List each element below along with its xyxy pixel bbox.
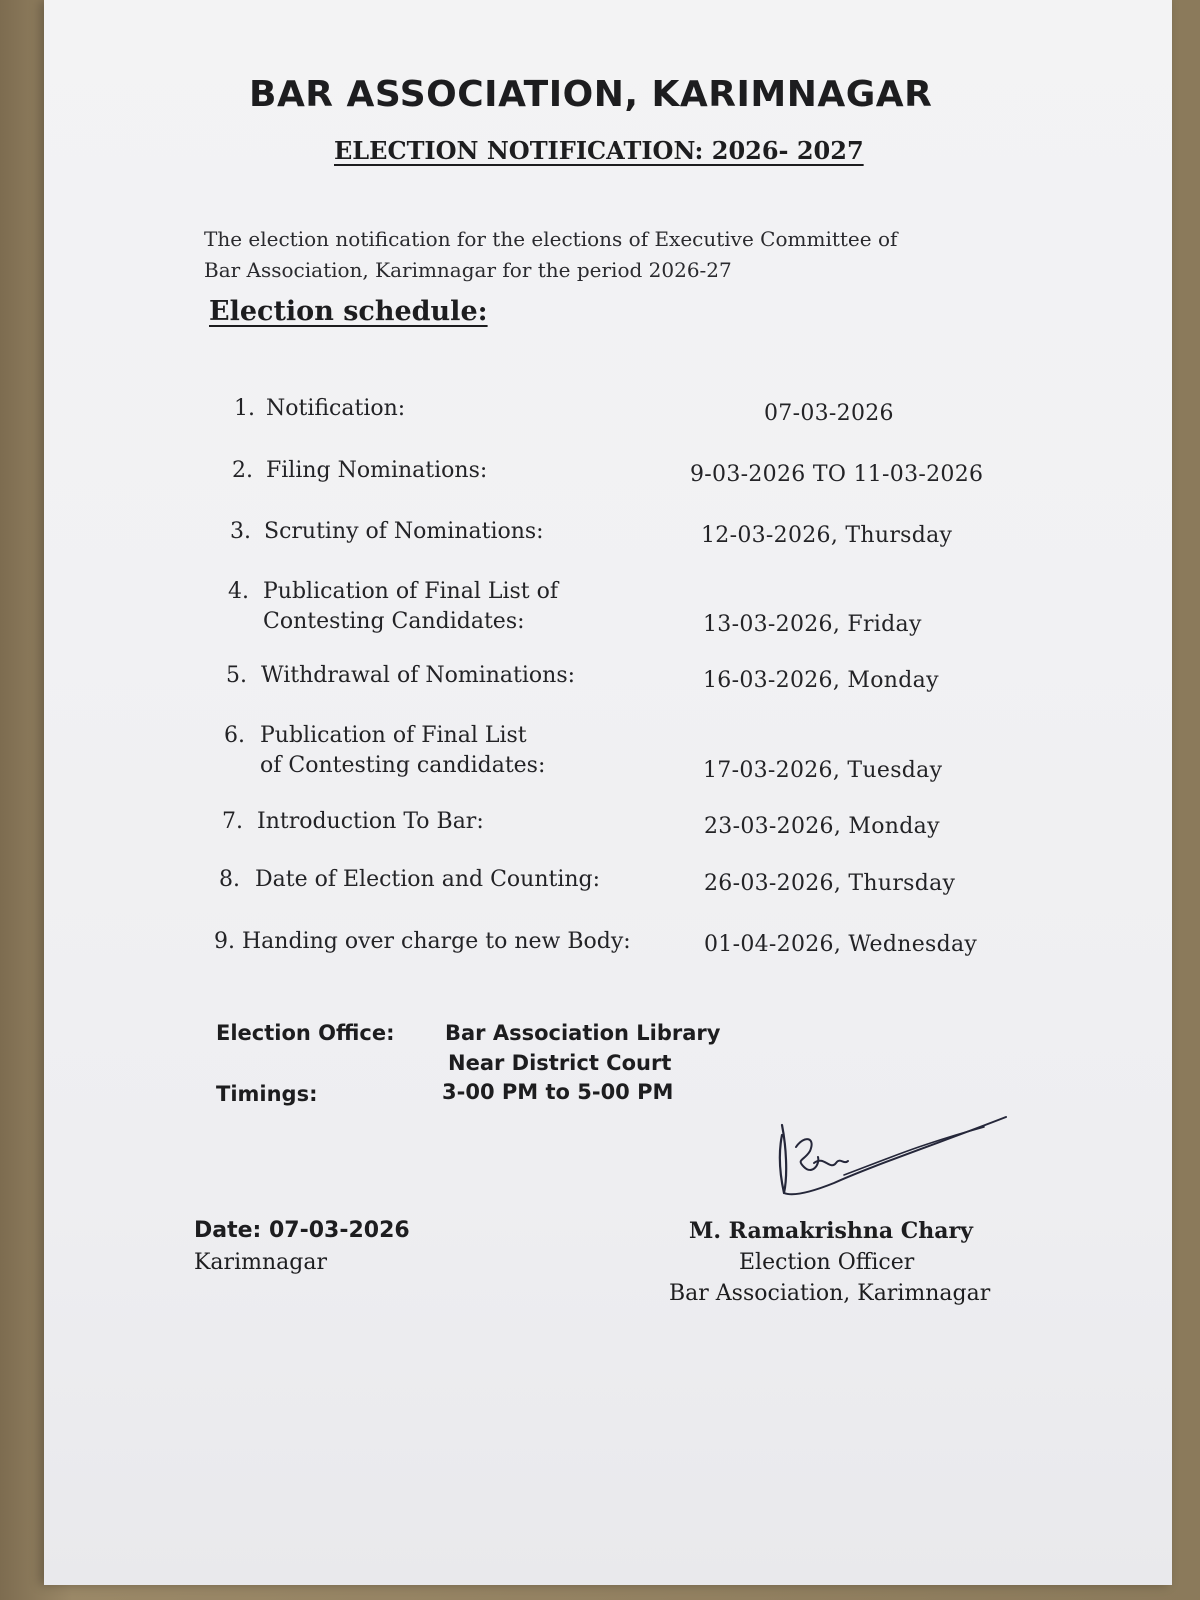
signer-name: M. Ramakrishna Chary [689, 1218, 973, 1244]
item-date: 01-04-2026, Wednesday [704, 932, 978, 957]
item-label-continued: Contesting Candidates: [263, 609, 525, 634]
notification-subtitle: ELECTION NOTIFICATION: 2026- 2027 [334, 136, 864, 165]
item-number: 5. [226, 663, 247, 688]
item-number: 4. [228, 579, 249, 604]
item-date: 23-03-2026, Monday [704, 814, 940, 839]
item-date: 26-03-2026, Thursday [704, 871, 956, 896]
item-label: Withdrawal of Nominations: [261, 663, 576, 688]
intro-line-2: Bar Association, Karimnagar for the period 2026-27 [204, 258, 732, 282]
signer-role: Election Officer [739, 1250, 915, 1275]
item-label: Scrutiny of Nominations: [264, 519, 544, 544]
item-date: 13-03-2026, Friday [703, 612, 922, 637]
signer-organization: Bar Association, Karimnagar [669, 1281, 991, 1306]
item-date: 16-03-2026, Monday [703, 668, 939, 693]
item-label: Handing over charge to new Body: [242, 929, 631, 954]
timings-value: 3-00 PM to 5-00 PM [442, 1080, 674, 1104]
item-number: 3. [230, 519, 251, 544]
item-number: 2. [232, 458, 253, 483]
item-label: Publication of Final List of [263, 579, 559, 604]
intro-line-1: The election notification for the elections of Executive Committee of [204, 227, 898, 251]
notice-place: Karimnagar [194, 1250, 327, 1275]
notice-date: Date: 07-03-2026 [194, 1218, 410, 1243]
signature-image [774, 1115, 1014, 1215]
item-label: Introduction To Bar: [257, 809, 484, 834]
item-label: Date of Election and Counting: [255, 867, 601, 892]
page-title: BAR ASSOCIATION, KARIMNAGAR [249, 74, 933, 115]
election-office-line-1: Bar Association Library [445, 1021, 721, 1045]
timings-label: Timings: [216, 1082, 318, 1106]
item-date: 12-03-2026, Thursday [701, 523, 953, 548]
item-date: 17-03-2026, Tuesday [703, 758, 943, 783]
item-number: 9. [214, 929, 235, 954]
item-number: 6. [224, 723, 245, 748]
item-date: 9-03-2026 TO 11-03-2026 [690, 462, 984, 487]
election-office-label: Election Office: [216, 1021, 395, 1045]
notice-sheet [44, 0, 1172, 1585]
schedule-heading: Election schedule: [209, 296, 488, 327]
item-label: Filing Nominations: [266, 458, 488, 483]
election-office-line-2: Near District Court [448, 1051, 672, 1075]
item-label-continued: of Contesting candidates: [260, 753, 546, 778]
item-label: Notification: [266, 396, 406, 421]
item-number: 7. [222, 809, 243, 834]
item-number: 8. [219, 867, 240, 892]
item-number: 1. [234, 396, 255, 421]
item-date: 07-03-2026 [764, 401, 894, 426]
item-label: Publication of Final List [260, 723, 527, 748]
